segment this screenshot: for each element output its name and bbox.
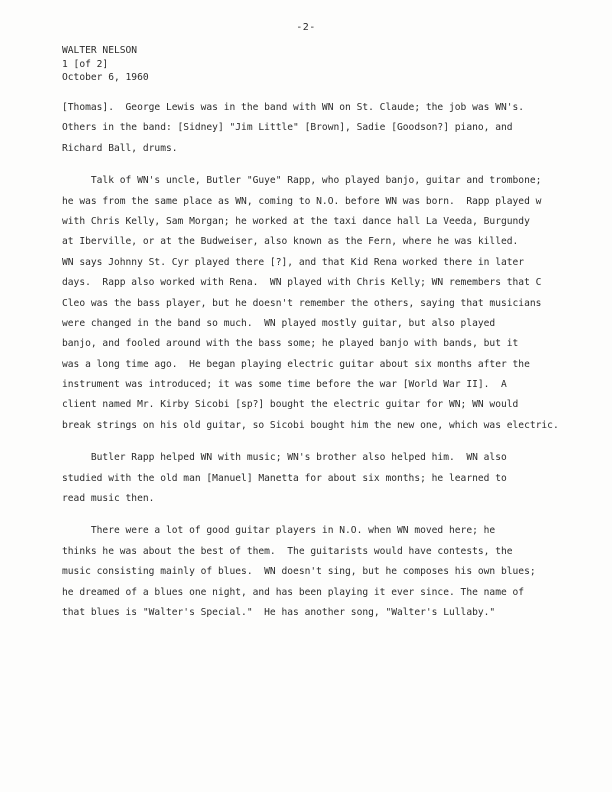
text-line: break strings on his old guitar, so Sicobi bought him the new one, which was electric. bbox=[62, 419, 559, 431]
text-line: was a long time ago. He began playing electric guitar about six months after the bbox=[62, 358, 530, 370]
paragraph-gap bbox=[62, 159, 582, 171]
paragraph bbox=[62, 448, 582, 509]
transcript-body bbox=[62, 98, 582, 623]
text-line: Cleo was the bass player, but he doesn't remember the others, saying that musicians bbox=[62, 297, 542, 309]
paragraph-gap bbox=[62, 509, 582, 521]
text-line: There were a lot of good guitar players in N.O. when WN moved here; he bbox=[62, 525, 496, 537]
paragraph bbox=[62, 521, 582, 623]
text-line: were changed in the band so much. WN played mostly guitar, but also played bbox=[62, 317, 496, 329]
text-line: thinks he was about the best of them. The guitarists would have contests, the bbox=[62, 545, 513, 557]
text-line: Butler Rapp helped WN with music; WN's brother also helped him. WN also bbox=[62, 452, 507, 464]
text-line: studied with the old man [Manuel] Manetta for about six months; he learned to bbox=[62, 472, 507, 484]
text-line: banjo, and fooled around with the bass some; he played banjo with bands, but it bbox=[62, 338, 519, 350]
text-line: at Iberville, or at the Budweiser, also known as the Fern, where he was killed. bbox=[62, 236, 519, 248]
header-reel: 1 [of 2] bbox=[62, 58, 109, 70]
header-date: October 6, 1960 bbox=[62, 72, 149, 83]
paragraph bbox=[62, 171, 582, 436]
text-line: music consisting mainly of blues. WN doesn't sing, but he composes his own blues; bbox=[62, 566, 536, 578]
page-number: -2- bbox=[296, 22, 316, 33]
text-line: Others in the band: [Sidney] "Jim Little" [Brown], Sadie [Goodson?] piano, and bbox=[62, 122, 513, 134]
text-line: he was from the same place as WN, coming to N.O. before WN was born. Rapp played w bbox=[62, 195, 542, 207]
text-line: he dreamed of a blues one night, and has been playing it ever since. The name of bbox=[62, 586, 525, 598]
text-line: with Chris Kelly, Sam Morgan; he worked at the taxi dance hall La Veeda, Burgundy bbox=[62, 215, 530, 227]
text-line: days. Rapp also worked with Rena. WN played with Chris Kelly; WN remembers that C bbox=[62, 277, 542, 289]
header-name: WALTER NELSON bbox=[62, 45, 138, 56]
text-line: WN says Johnny St. Cyr played there [?], and that Kid Rena worked there in later bbox=[62, 256, 525, 268]
text-line: that blues is "Walter's Special." He has another song, "Walter's Lullaby." bbox=[62, 606, 496, 618]
text-line: client named Mr. Kirby Sicobi [sp?] bought the electric guitar for WN; WN would bbox=[62, 399, 519, 411]
paragraph bbox=[62, 98, 582, 159]
document-header bbox=[62, 44, 149, 85]
paragraph-gap bbox=[62, 436, 582, 448]
text-line: Talk of WN's uncle, Butler "Guye" Rapp, who played banjo, guitar and trombone; bbox=[62, 175, 542, 187]
text-line: read music then. bbox=[62, 493, 155, 505]
text-line: instrument was introduced; it was some time before the war [World War II]. A bbox=[62, 379, 507, 391]
text-line: Richard Ball, drums. bbox=[62, 142, 178, 154]
text-line: [Thomas]. George Lewis was in the band with WN on St. Claude; the job was WN's. bbox=[62, 102, 525, 113]
